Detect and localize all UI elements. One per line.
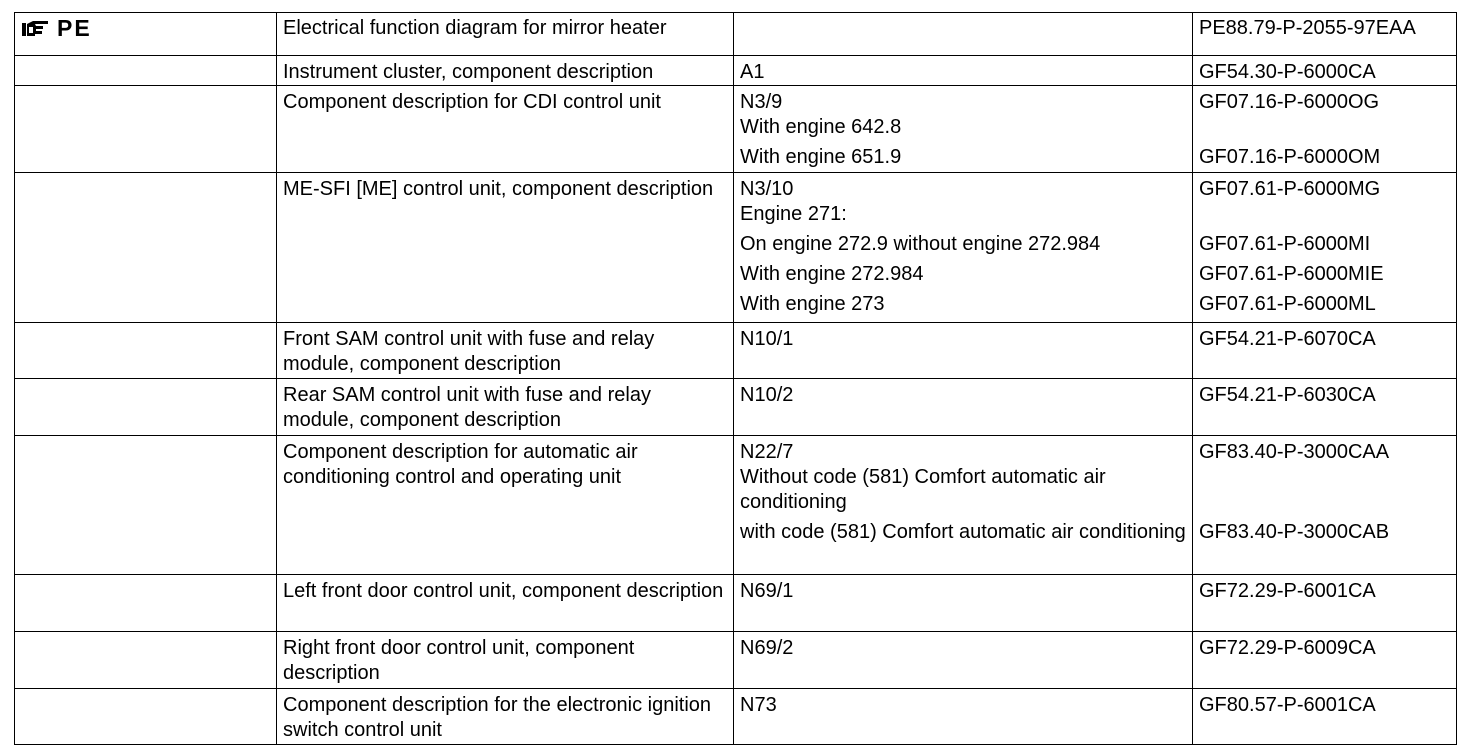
table-row [15,13,1457,56]
table-row [15,575,1457,632]
component-text: N22/7 [740,441,794,463]
component-condition: With engine 273 [740,293,885,315]
component-condition: with code (581) Comfort automatic air conditioning [740,521,1186,543]
table-row [15,323,1457,379]
table-row [15,379,1457,436]
document-link[interactable]: GF07.61-P-6000MI [1199,233,1371,255]
component-text: N3/9 [740,91,783,113]
document-link[interactable]: GF54.30-P-6000CA [1199,61,1376,83]
component-text: A1 [740,61,765,83]
document-link[interactable]: PE88.79-P-2055-97EAA [1199,17,1416,39]
document-empty [1199,115,1450,140]
table-row [15,689,1457,745]
pointing-hand-icon [21,20,51,38]
description-text: Electrical function diagram for mirror heater [283,17,667,39]
component-text: N73 [740,694,777,716]
description-text: Instrument cluster, component description [283,61,654,83]
table-row [15,436,1457,575]
reference-table [14,12,1457,745]
description-text: Component description for automatic air conditioning control and operating unit [283,441,638,488]
document-link[interactable]: GF80.57-P-6001CA [1199,694,1376,716]
marker-cell [15,13,277,56]
document-link[interactable]: GF54.21-P-6030CA [1199,384,1376,406]
component-text: N69/1 [740,580,794,602]
table-row [15,56,1457,86]
document-link[interactable]: GF83.40-P-3000CAB [1199,521,1390,543]
description-text: Right front door control unit, component description [283,637,635,684]
component-condition: With engine 272.984 [740,263,924,285]
component-text: N10/1 [740,328,794,350]
document-link[interactable]: GF07.61-P-6000ML [1199,293,1376,315]
description-text: ME-SFI [ME] control unit, component description [283,178,714,200]
component-text: N10/2 [740,384,794,406]
document-link[interactable]: GF83.40-P-3000CAA [1199,441,1390,463]
document-link[interactable]: GF72.29-P-6009CA [1199,637,1376,659]
document-link[interactable]: GF07.16-P-6000OG [1199,91,1380,113]
component-condition: Engine 271: [740,203,847,225]
component-text: N3/10 [740,178,794,200]
component-condition: On engine 272.9 without engine 272.984 [740,233,1101,255]
description-text: Rear SAM control unit with fuse and relay module, component description [283,384,651,431]
document-empty [1199,202,1450,227]
description-text: Front SAM control unit with fuse and relay module, component description [283,328,655,375]
component-text: N69/2 [740,637,794,659]
table-row [15,86,1457,173]
document-link[interactable]: GF07.16-P-6000OM [1199,146,1381,168]
document-empty [1199,465,1450,515]
table-row [15,173,1457,323]
description-text: Component description for CDI control unit [283,91,661,113]
pe-marker [21,16,92,41]
component-condition: With engine 651.9 [740,146,902,168]
component-condition: Without code (581) Comfort automatic air conditioning [740,466,1106,513]
table-row [15,632,1457,689]
document-link[interactable]: GF72.29-P-6001CA [1199,580,1376,602]
marker-label: PE [57,15,92,41]
document-link[interactable]: GF07.61-P-6000MIE [1199,263,1384,285]
document-link[interactable]: GF07.61-P-6000MG [1199,178,1381,200]
description-text: Component description for the electronic ignition switch control unit [283,694,712,741]
component-condition: With engine 642.8 [740,116,902,138]
document-link[interactable]: GF54.21-P-6070CA [1199,328,1376,350]
description-text: Left front door control unit, component description [283,580,724,602]
